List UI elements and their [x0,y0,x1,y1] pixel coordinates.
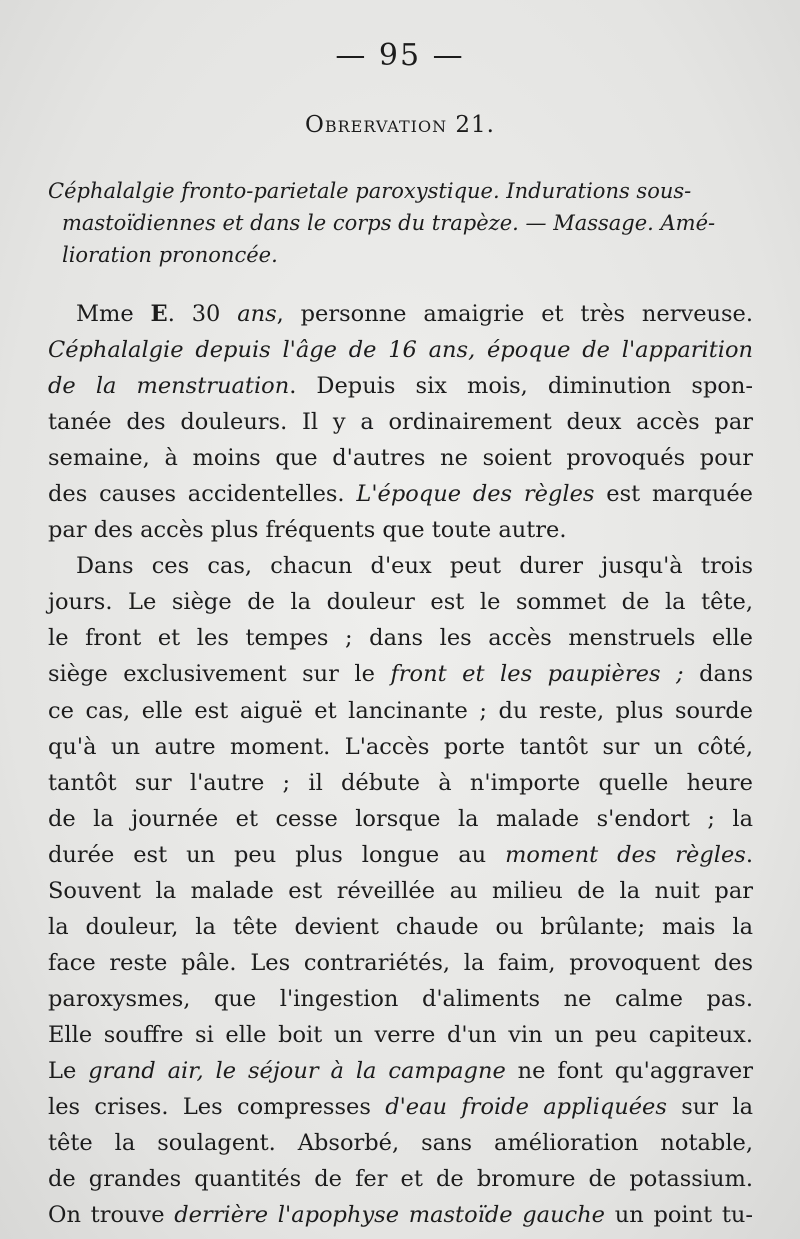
body-line: de la menstruation. Depuis six mois, diminution spon- [48,373,753,400]
body-line: tantôt sur l'autre ; il débute à n'importe quelle heure [48,769,753,796]
body-line: les crises. Les compresses d'eau froide appliquées sur la [48,1094,753,1121]
body-line: siège exclusivement sur le front et les paupières ; dans [48,661,753,688]
body-line: qu'à un autre moment. L'accès porte tantôt sur un côté, [48,733,753,760]
case-body-text [48,296,753,1233]
observation-title: Obrervation 21. [305,112,495,138]
page-number: — 95 — [335,38,465,73]
body-line: des causes accidentelles. L'époque des règles est marquée [48,481,753,508]
body-line: de la journée et cesse lorsque la malade s'endort ; la [48,805,753,832]
body-line: tête la soulagent. Absorbé, sans amélioration notable, [48,1130,753,1157]
body-line: Souvent la malade est réveillée au milieu de la nuit par [48,877,753,904]
body-line: par des accès plus fréquents que toute autre. [48,517,567,544]
body-line: durée est un peu plus longue au moment des règles. [48,841,753,868]
body-line: de grandes quantités de fer et de bromure de potassium. [48,1166,753,1193]
summary-line: Céphalalgie fronto-parietale paroxystique. Indurations sous- [48,179,692,203]
body-line: ce cas, elle est aiguë et lancinante ; du reste, plus sourde [48,697,753,724]
body-line: Elle souffre si elle boit un verre d'un vin un peu capiteux. [48,1021,753,1048]
body-line: Céphalalgie depuis l'âge de 16 ans, époque de l'apparition [48,337,753,364]
body-line: paroxysmes, que l'ingestion d'aliments ne calme pas. [48,985,753,1012]
body-line: Mme E. 30 ans, personne amaigrie et très nerveuse. [76,301,754,327]
body-line: semaine, à moins que d'autres ne soient provoqués pour [48,445,753,472]
body-line: Le grand air, le séjour à la campagne ne font qu'aggraver [48,1057,753,1084]
body-line: la douleur, la tête devient chaude ou brûlante; mais la [48,913,753,940]
body-line: face reste pâle. Les contrariétés, la faim, provoquent des [48,949,753,976]
body-line: le front et les tempes ; dans les accès menstruels elle [48,625,753,652]
summary-line: lioration prononcée. [62,243,278,267]
body-line: Dans ces cas, chacun d'eux peut durer jusqu'à trois [76,553,753,580]
body-line: On trouve derrière l'apophyse mastoïde gauche un point tu- [48,1202,753,1229]
summary-line: mastoïdiennes et dans le corps du trapèze. — Massage. Amé- [62,211,716,235]
body-line: jours. Le siège de la douleur est le sommet de la tête, [48,589,753,616]
case-summary [48,175,753,271]
body-line: tanée des douleurs. Il y a ordinairement deux accès par [48,409,753,436]
